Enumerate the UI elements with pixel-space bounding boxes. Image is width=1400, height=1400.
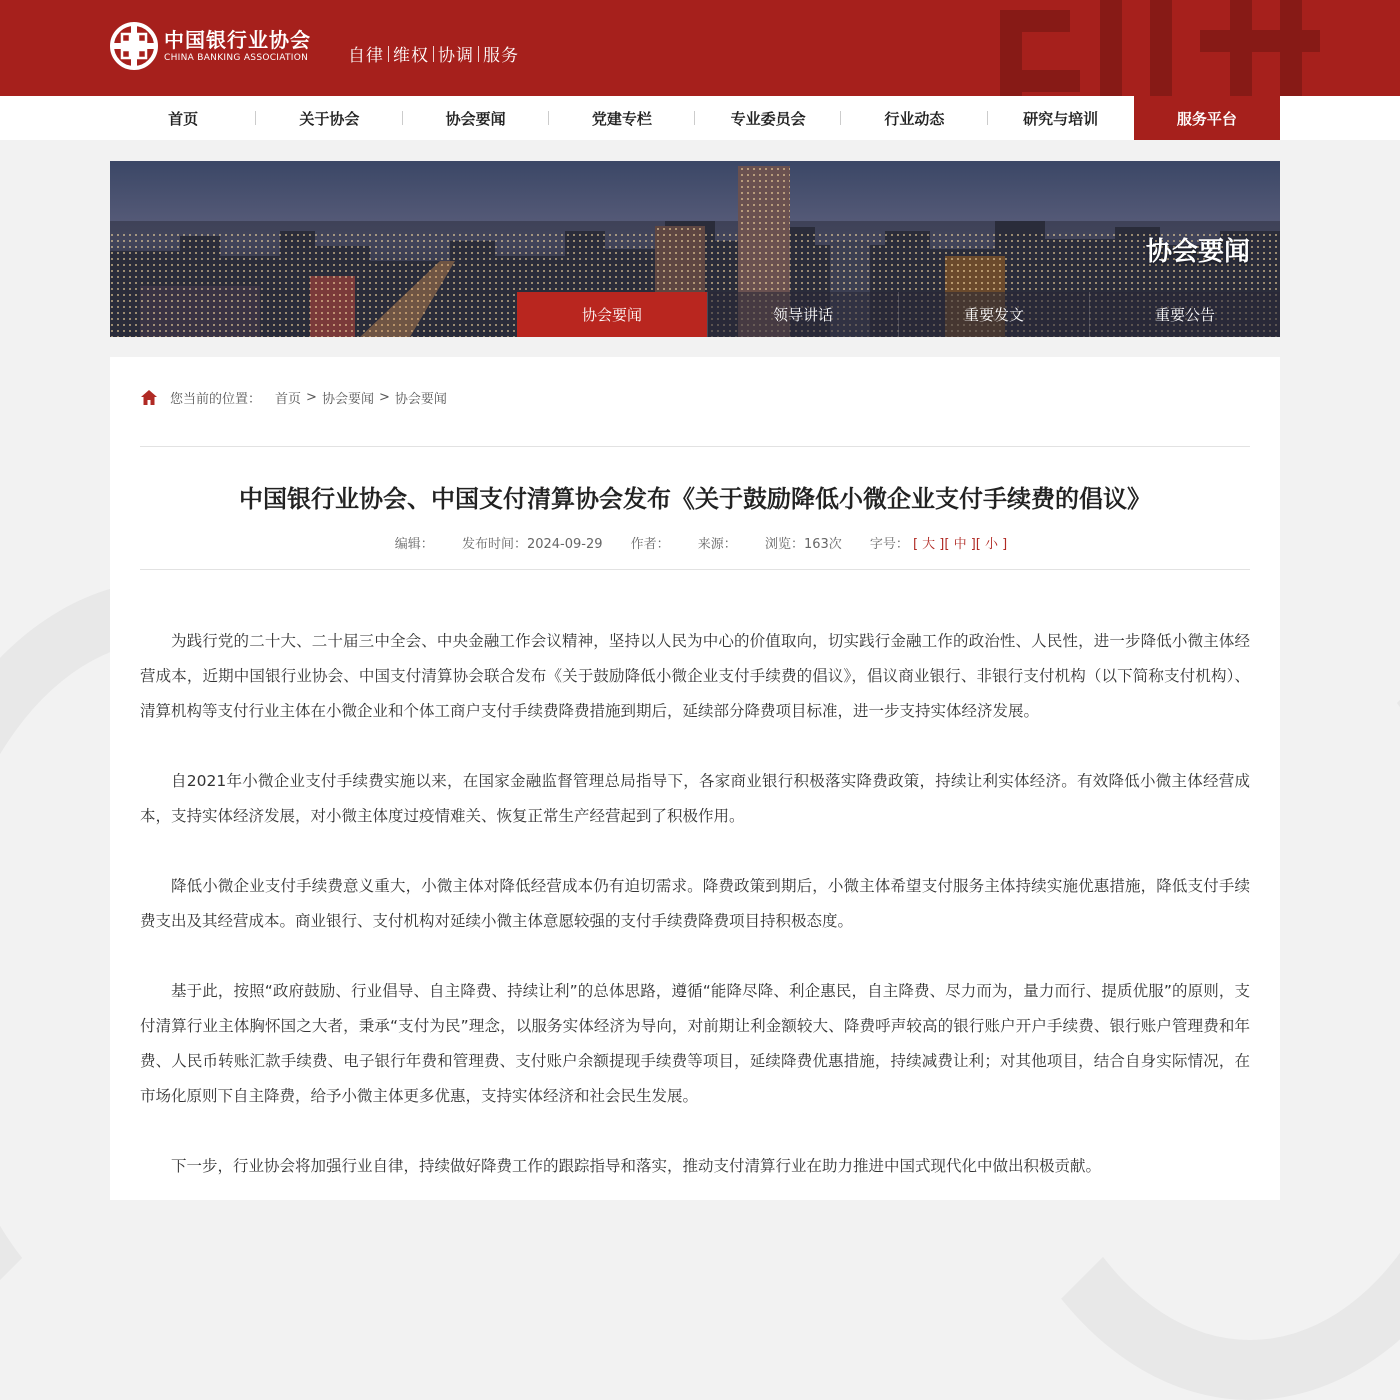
breadcrumb-link-current[interactable]: 协会要闻 <box>394 392 447 407</box>
breadcrumb-separator: > <box>306 390 317 405</box>
article-paragraph: 基于此，按照“政府鼓励、行业倡导、自主降费、持续让利”的总体思路，遵循“能降尽降、利企惠民，自主降费、尽力而为，量力而行、提质优服”的原则，支付清算行业主体胸怀国之大者，秉承“支付为民”理念，以服务实体经济为导向，对前期让利金额较大、降费呼声较高的银行账户开户手续费、银行账户管理费和年费、人民币转账汇款手续费、电子银行年费和管理费、支付账户余额提现手续费等项目，延续降费优惠措施，持续减费让利；对其他项目，结合自身实际情况，在市场化原则下自主降费，给予小微主体更多优惠，支持实体经济和社会民生发展。 <box>140 982 1250 1105</box>
section-banner <box>110 161 1280 337</box>
font-size-small-button[interactable]: [ 小 ] <box>975 537 1008 552</box>
nav-item-committees[interactable] <box>695 96 841 140</box>
nav-item-label: 服务平台 <box>1176 109 1237 128</box>
subnav-item-leader-speeches[interactable]: 领导讲话 <box>707 292 898 337</box>
meta-publish-date: 发布时间：2024-09-29 <box>461 537 603 552</box>
section-subnav <box>517 292 1280 337</box>
article-meta <box>140 533 1250 552</box>
logo-chinese-name: 中国银行业协会 <box>164 28 311 52</box>
site-header <box>0 0 1400 96</box>
breadcrumb <box>140 388 447 407</box>
header-decorative-glyph <box>980 0 1340 96</box>
article-paragraph: 为践行党的二十大、二十届三中全会、中央金融工作会议精神，坚持以人民为中心的价值取向，切实践行金融工作的政治性、人民性，进一步降低小微主体经营成本，近期中国银行业协会、中国支付清算协会联合发布《关于鼓励降低小微企业支付手续费的倡议》，倡议商业银行、非银行支付机构（以下简称支付机构）、清算机构等支付行业主体在小微企业和个体工商户支付手续费降费措施到期后，延续部分降费项目标准，进一步支持实体经济发展。 <box>140 632 1250 720</box>
nav-item-service-platform[interactable] <box>1134 96 1280 140</box>
slogan-word: 自律 <box>348 46 384 66</box>
logo-emblem-icon <box>110 22 158 70</box>
home-icon <box>140 389 158 407</box>
site-logo[interactable] <box>110 22 311 70</box>
slogan-divider <box>388 46 389 62</box>
article-paragraph: 下一步，行业协会将加强行业自律，持续做好降费工作的跟踪指导和落实，推动支付清算行业在助力推进中国式现代化中做出积极贡献。 <box>171 1157 1102 1175</box>
subnav-item-important-notices[interactable]: 重要公告 <box>1089 292 1280 337</box>
banner-title: 协会要闻 <box>1145 237 1250 267</box>
slogan-word: 服务 <box>483 46 519 66</box>
font-size-large-button[interactable]: [ 大 ] <box>912 537 945 552</box>
nav-item-label: 专业委员会 <box>730 109 806 128</box>
article-paragraph: 降低小微企业支付手续费意义重大，小微主体对降低经营成本仍有迫切需求。降费政策到期后，小微主体希望支付服务主体持续实施优惠措施，降低支付手续费支出及其经营成本。商业银行、支付机构对延续小微主体意愿较强的支付手续费降费项目持积极态度。 <box>140 877 1250 930</box>
slogan-word: 维权 <box>393 46 429 66</box>
nav-item-about[interactable] <box>256 96 402 140</box>
logo-english-name: CHINA BANKING ASSOCIATION <box>164 53 309 63</box>
meta-views: 浏览：163次 <box>764 537 842 552</box>
meta-divider <box>140 569 1250 570</box>
nav-item-home[interactable]: 首页 <box>110 96 256 140</box>
breadcrumb-divider <box>140 446 1250 447</box>
site-slogan <box>348 41 519 66</box>
nav-item-industry[interactable] <box>841 96 987 140</box>
breadcrumb-label: 您当前的位置： <box>170 392 262 407</box>
slogan-word: 协调 <box>438 46 474 66</box>
nav-item-label: 党建专栏 <box>591 109 652 128</box>
font-size-medium-button[interactable]: [ 中 ] <box>944 537 976 552</box>
subnav-item-association-news[interactable]: 协会要闻 <box>517 292 707 337</box>
font-size-controls <box>913 537 1007 552</box>
nav-item-label: 研究与培训 <box>1023 109 1099 128</box>
meta-source: 来源： <box>697 537 737 552</box>
meta-author: 作者： <box>630 537 670 552</box>
breadcrumb-link-news[interactable]: 协会要闻 <box>321 392 374 407</box>
article-card <box>110 357 1280 1200</box>
article-body <box>140 624 1250 1219</box>
nav-item-label: 关于协会 <box>299 109 360 128</box>
nav-item-party[interactable] <box>549 96 695 140</box>
subnav-item-important-documents[interactable]: 重要发文 <box>898 292 1089 337</box>
article-title: 中国银行业协会、中国支付清算协会发布《关于鼓励降低小微企业支付手续费的倡议》 <box>239 485 1151 513</box>
slogan-divider <box>478 46 479 62</box>
article-paragraph: 自2021年小微企业支付手续费实施以来，在国家金融监督管理总局指导下，各家商业银行积极落实降费政策，持续让利实体经济。有效降低小微主体经营成本，支持实体经济发展，对小微主体度过疫情难关、恢复正常生产经营起到了积极作用。 <box>140 772 1250 825</box>
nav-item-news[interactable] <box>403 96 549 140</box>
meta-font-size-label: 字号： <box>869 537 909 552</box>
nav-item-label: 行业动态 <box>884 109 945 128</box>
nav-item-research[interactable] <box>988 96 1134 140</box>
meta-editor: 编辑： <box>394 537 434 552</box>
slogan-divider <box>433 46 434 62</box>
breadcrumb-link-home[interactable]: 首页 <box>275 392 302 407</box>
breadcrumb-separator: > <box>378 390 390 405</box>
nav-item-label: 协会要闻 <box>445 109 506 128</box>
main-navigation <box>0 96 1400 140</box>
